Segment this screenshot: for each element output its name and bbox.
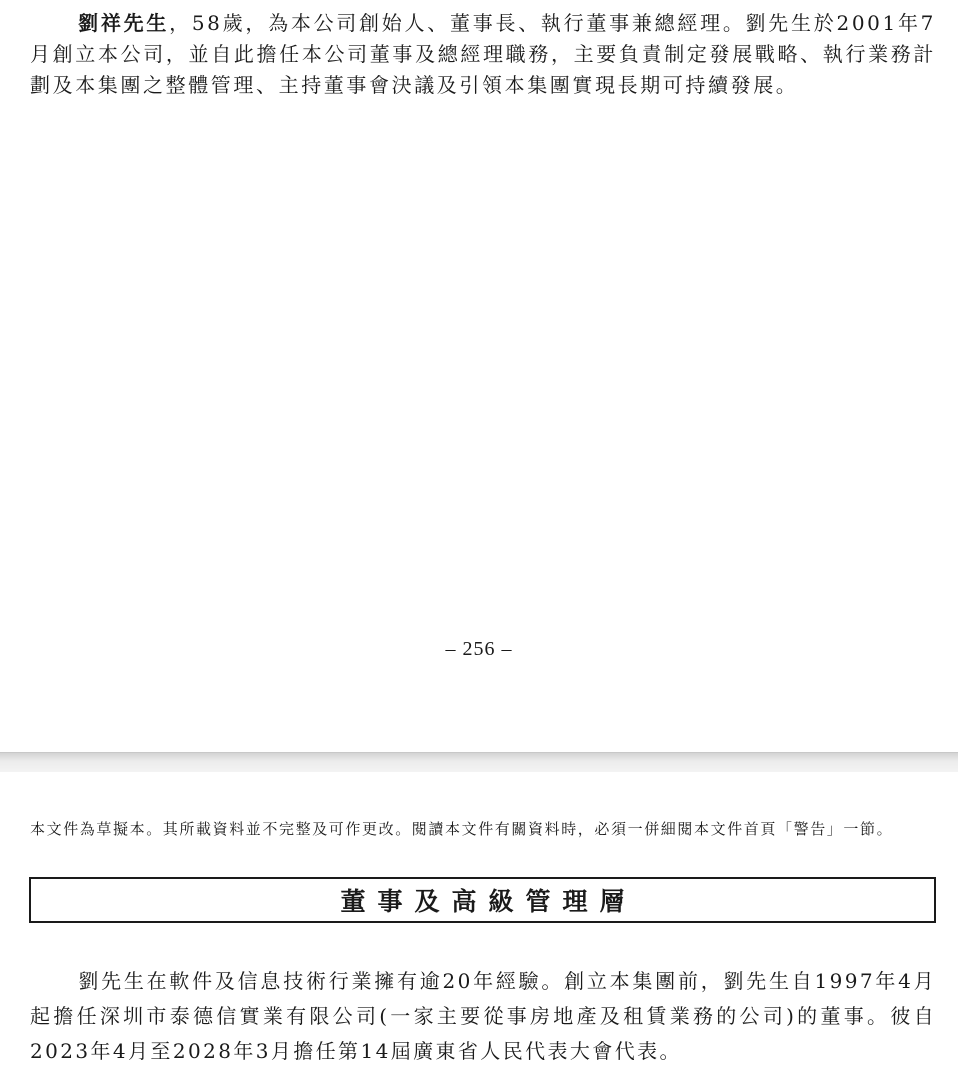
director-bio-paragraph xyxy=(30,8,936,101)
section-header-box xyxy=(29,877,936,923)
page-number: – 256 – xyxy=(445,638,513,660)
director-name: 劉祥先生 xyxy=(78,11,170,35)
page-separator xyxy=(0,752,958,773)
section-title: 董事及高級管理層 xyxy=(340,887,637,916)
director-bio-text: ，58歲，為本公司創始人、董事長、執行董事兼總經理。劉先生於2001年7月創立本公司，並自此擔任本公司董事及總經理職務，主要負責制定發展戰略、執行業務計劃及本集團之整體管理、主持董事會決議及引領本集團實現長期可持續發展。 xyxy=(30,11,937,97)
experience-text: 劉先生在軟件及信息技術行業擁有逾20年經驗。創立本集團前，劉先生自1997年4月起擔任深圳市泰德信實業有限公司(一家主要從事房地產及租賃業務的公司)的董事。彼自2023年4月至2028年3月擔任第14屆廣東省人民代表大會代表。 xyxy=(30,969,936,1063)
experience-paragraph xyxy=(30,964,936,1069)
draft-notice: 本文件為草擬本。其所載資料並不完整及可作更改。閱讀本文件有關資料時，必須一併細閱本文件首頁「警告」一節。 xyxy=(30,820,894,838)
lower-page xyxy=(0,772,958,1082)
